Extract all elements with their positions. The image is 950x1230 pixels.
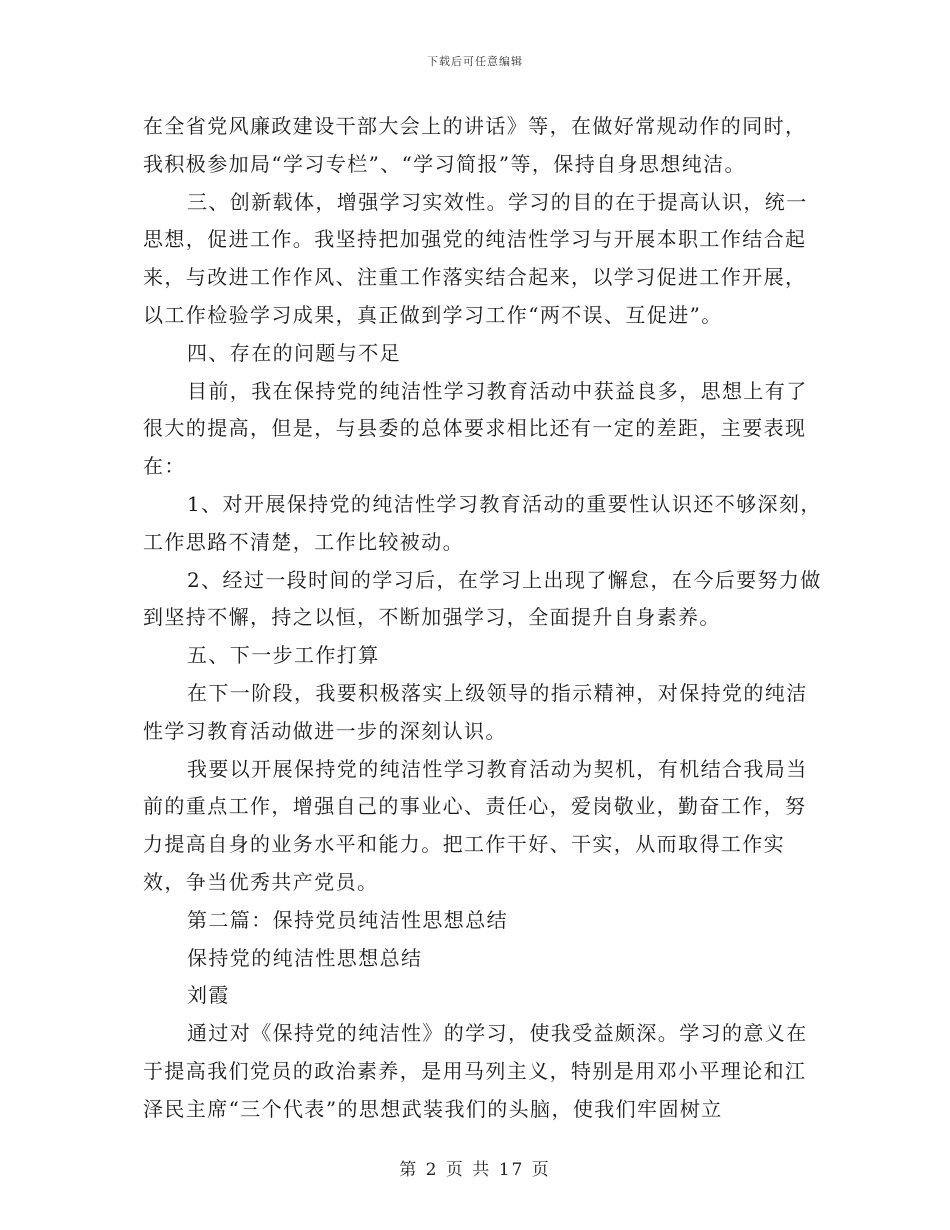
header-note: 下载后可任意编辑 xyxy=(427,55,523,68)
page-footer xyxy=(0,1155,950,1180)
paragraph: 三、创新载体，增强学习实效性。学习的目的在于提高认识，统一思想，促进工作。我坚持把加强党的纯洁性学习与开展本职工作结合起来，与改进工作作风、注重工作落实结合起来，以学习促进工作开展，以工作检验学习成果，真正做到学习工作“两不误、互促进”。 xyxy=(143,189,808,327)
chapter-heading: 第二篇：保持党员纯洁性思想总结 xyxy=(187,907,508,932)
paragraph: 在下一阶段，我要积极落实上级领导的指示精神，对保持党的纯洁性学习教育活动做进一步的深刻认识。 xyxy=(143,680,808,743)
footer-prefix: 第 xyxy=(399,1160,419,1180)
footer-page-number: 2 xyxy=(425,1160,439,1180)
paragraph: 通过对《保持党的纯洁性》的学习，使我受益颇深。学习的意义在于提高我们党员的政治素养，是用马列主义，特别是用邓小平理论和江泽民主席“三个代表”的思想武装我们的头脑，使我们牢固树立 xyxy=(143,1021,808,1121)
list-item: 1、对开展保持党的纯洁性学习教育活动的重要性认识还不够深刻，工作思路不清楚，工作比较被动。 xyxy=(143,491,822,554)
list-item: 2、经过一段时间的学习后，在学习上出现了懈怠，在今后要努力做到坚持不懈，持之以恒，不断加强学习，全面提升自身素养。 xyxy=(143,567,822,630)
document-body xyxy=(143,108,823,1129)
section-heading: 四、存在的问题与不足 xyxy=(187,340,401,365)
paragraph: 我要以开展保持党的纯洁性学习教育活动为契机，有机结合我局当前的重点工作，增强自己的事业心、责任心，爱岗敬业，勤奋工作，努力提高自身的业务水平和能力。把工作干好、干实，从而取得工作实效，争当优秀共产党员。 xyxy=(143,756,808,894)
paragraph: 目前，我在保持党的纯洁性学习教育活动中获益良多，思想上有了很大的提高，但是，与县委的总体要求相比还有一定的差距，主要表现在： xyxy=(143,378,808,479)
section-heading: 五、下一步工作打算 xyxy=(187,643,380,668)
footer-middle: 页 共 xyxy=(445,1160,492,1180)
paragraph: 在全省党风廉政建设干部大会上的讲话》等，在做好常规动作的同时，我积极参加局“学习专栏”、“学习简报”等，保持自身思想纯洁。 xyxy=(143,114,807,176)
author-name: 刘霞 xyxy=(187,983,230,1008)
article-title: 保持党的纯洁性思想总结 xyxy=(187,945,423,970)
footer-suffix: 页 xyxy=(531,1160,551,1180)
footer-total-pages: 17 xyxy=(498,1160,525,1180)
